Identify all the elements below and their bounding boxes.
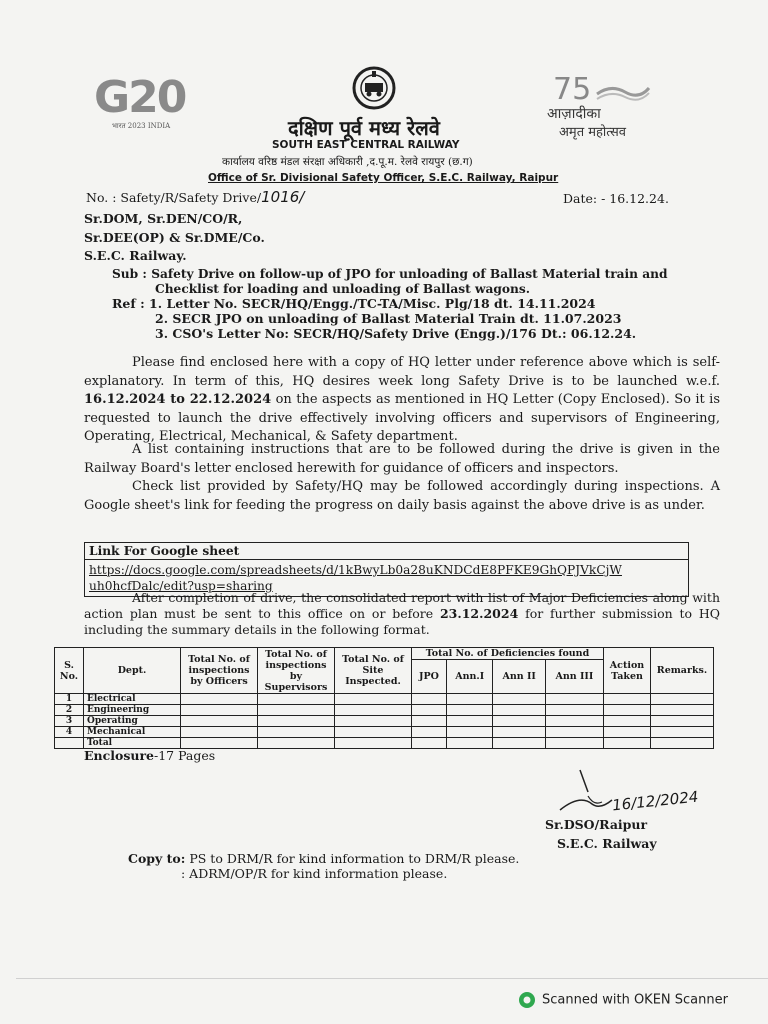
references-label: Ref :	[112, 296, 145, 311]
cell-dept: Engineering	[84, 705, 181, 716]
col-remarks: Remarks.	[651, 648, 714, 694]
paragraph-4	[84, 590, 720, 638]
enclosure	[84, 748, 215, 763]
link-url-line1[interactable]: https://docs.google.com/spreadsheets/d/1kBwyLb0a28uKNDCdE8PFKE9GhQPJVkCjW	[89, 563, 622, 577]
letter-number-label: No. : Safety/R/Safety Drive/	[86, 190, 262, 205]
office-english: Office of Sr. Divisional Safety Officer, S.E.C. Railway, Raipur	[208, 172, 559, 184]
copy-to-line2: : ADRM/OP/R for kind information please.	[181, 866, 448, 881]
cell-sno: 4	[55, 727, 84, 738]
col-supervisors: Total No. of inspections by Supervisors	[258, 648, 335, 694]
link-header: Link For Google sheet	[85, 543, 688, 560]
reference-item: 2. SECR JPO on unloading of Ballast Material Train dt. 11.07.2023	[155, 311, 622, 326]
col-jpo: JPO	[412, 660, 447, 694]
table-row	[55, 727, 714, 738]
signatory-org: S.E.C. Railway	[557, 836, 657, 851]
amrit-line1: आज़ादीका	[547, 106, 601, 122]
references-block	[112, 296, 636, 341]
copy-to-label: Copy to:	[128, 851, 186, 866]
addressee-line: Sr.DEE(OP) & Sr.DME/Co.	[84, 230, 265, 245]
paragraph-1	[84, 354, 720, 447]
paragraph-2	[84, 441, 720, 478]
cell-sno	[55, 738, 84, 749]
cell-sno: 2	[55, 705, 84, 716]
railway-emblem-icon	[347, 66, 401, 110]
p3-text: Check list provided by Safety/HQ may be followed accordingly during inspections. A Google sheet's link for feeding the progress on daily basis against the above drive is as under.	[84, 479, 720, 513]
flag-wave-icon	[595, 82, 651, 102]
addressee-line: Sr.DOM, Sr.DEN/CO/R,	[84, 211, 243, 226]
p4-date: 23.12.2024	[439, 606, 519, 621]
cell-dept: Total	[84, 738, 181, 749]
col-ann2: Ann II	[493, 660, 545, 694]
table-row	[55, 694, 714, 705]
p2-text: A list containing instructions that are to be followed during the drive is given in the Railway Board's letter enclosed herewith for guidance of officers and inspectors.	[84, 442, 720, 476]
letter-number-handwritten: 1016/	[261, 188, 305, 206]
col-ann3: Ann III	[545, 660, 603, 694]
col-sno: S. No.	[55, 648, 84, 694]
g20-logo-text: G20	[94, 72, 186, 123]
cell-sno: 1	[55, 694, 84, 705]
p1-text-a: Please find enclosed here with a copy of HQ letter under reference above which is self-explanatory. In term of this, HQ desires week long Safety Drive is to be launched w.e.f.	[84, 355, 720, 389]
signatory-designation: Sr.DSO/Raipur	[545, 817, 648, 832]
copy-to-line1: PS to DRM/R for kind information to DRM/R please.	[185, 851, 520, 866]
amrit-75-text: 75	[553, 72, 592, 107]
g20-logo	[94, 72, 219, 138]
cell-dept: Electrical	[84, 694, 181, 705]
enclosure-value: -17 Pages	[153, 748, 216, 763]
title-english: SOUTH EAST CENTRAL RAILWAY	[272, 139, 460, 151]
copy-to-block	[128, 851, 519, 881]
col-deficiencies: Total No. of Deficiencies found	[412, 648, 604, 660]
col-ann1: Ann.I	[446, 660, 493, 694]
reference-item: 1. Letter No. SECR/HQ/Engg./TC-TA/Misc. Plg/18 dt. 14.11.2024	[149, 296, 596, 311]
cell-dept: Operating	[84, 716, 181, 727]
letter-date: Date: - 16.12.24.	[563, 191, 669, 206]
link-url-line2[interactable]: uh0hcfDalc/edit?usp=sharing	[89, 579, 273, 593]
table-header-row	[55, 648, 714, 660]
subject-line2: Checklist for loading and unloading of Ballast wagons.	[155, 282, 531, 296]
amrit-line2: अमृत महोत्सव	[559, 125, 627, 140]
reference-item: 3. CSO's Letter No: SECR/HQ/Safety Drive (Engg.)/176 Dt.: 06.12.24.	[155, 326, 637, 341]
p4-text-a: After completion of drive, the consolidated report with list of Major Deficiencies along with action plan must be sent to this office on or before	[84, 590, 720, 621]
table-row	[55, 716, 714, 727]
enclosure-label: Enclosure	[84, 748, 154, 763]
addressee-line: S.E.C. Railway.	[84, 248, 187, 263]
cell-sno: 3	[55, 716, 84, 727]
table-row-total	[55, 738, 714, 749]
footer-divider	[16, 978, 768, 979]
scanner-watermark	[518, 991, 728, 1009]
letter-number	[86, 188, 304, 206]
p1-text-b: on the aspects as mentioned in HQ Letter (Copy Enclosed). So it is requested to launch the drive effectively involving officers and supervisors of Engineering, Operating, Electrical, Mechanical, & Safety department.	[84, 392, 720, 444]
col-action: Action Taken	[604, 648, 651, 694]
scanner-logo-icon	[518, 991, 536, 1009]
p1-dates: 16.12.2024 to 22.12.2024	[84, 392, 272, 407]
signature-date: 16/12/2024	[611, 787, 700, 815]
cell-dept: Mechanical	[84, 727, 181, 738]
subject-label: Sub :	[112, 267, 147, 281]
paragraph-3	[84, 478, 720, 515]
google-sheet-link-box	[84, 542, 689, 597]
office-hindi: कार्यालय वरिष्ठ मंडल संरक्षा अधिकारी ,द.पू.म. रेलवे रायपुर (छ.ग)	[222, 156, 473, 168]
col-sites: Total No. of Site Inspected.	[335, 648, 412, 694]
subject-line1: Safety Drive on follow-up of JPO for unloading of Ballast Material train and	[151, 267, 668, 281]
col-dept: Dept.	[84, 648, 181, 694]
subject-block	[112, 267, 722, 297]
title-hindi: दक्षिण पूर्व मध्य रेलवे	[288, 116, 440, 140]
table-row	[55, 705, 714, 716]
g20-logo-subtext: भारत 2023 INDIA	[112, 122, 171, 130]
azadi-amrit-mahotsav-logo	[545, 72, 655, 142]
summary-table	[54, 647, 714, 749]
col-officers: Total No. of inspections by Officers	[181, 648, 258, 694]
scanner-text: Scanned with OKEN Scanner	[542, 992, 728, 1008]
p4-text-b: for further submission to HQ including the summary details in the following format.	[84, 606, 720, 637]
